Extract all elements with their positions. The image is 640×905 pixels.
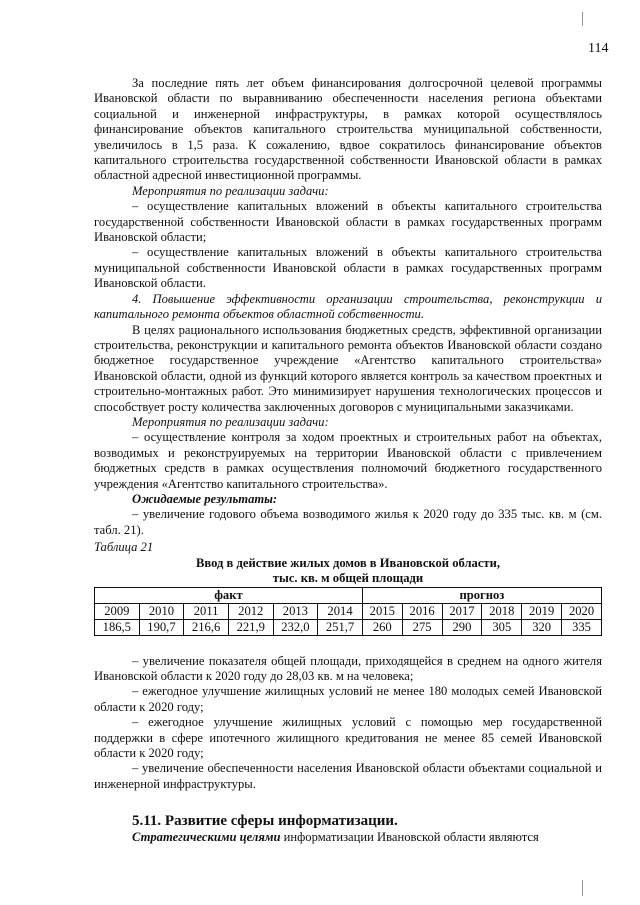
page-number: 114 — [588, 41, 609, 56]
value-cell: 186,5 — [95, 619, 140, 635]
paragraph-agency: В целях рационального использования бюджетных средств, эффективной организации строительства, реконструкции и капитального ремонта объектов Ивановской области создано бюджетное государственное учреждение «Агентство капитального строительства» Ивановской области, одной из функций которого является контроль за качеством проектных и строительно-монтажных работ. Это минимизирует нарушения технологических процессов и способствует росту количества заключенных договоров с муниципальными заказчиками. — [94, 322, 602, 414]
section-lead-bold: Стратегическими целями — [132, 829, 281, 844]
year-cell: 2014 — [318, 603, 363, 619]
page-body — [94, 76, 602, 845]
year-cell: 2010 — [139, 603, 184, 619]
year-cell: 2019 — [522, 603, 562, 619]
result-item: – увеличение годового объема возводимого жилья к 2020 году до 335 тыс. кв. м (см. табл. 21). — [94, 507, 602, 537]
table-years-row — [95, 603, 602, 619]
year-cell: 2012 — [228, 603, 273, 619]
measure-item: – осуществление контроля за ходом проектных и строительных работ на объектах, возводимых и реконструируемых на территории Ивановской области с привлечением бюджетных средств в рамках осуществления полномочий бюджетного государственного учреждения «Агентство капитального строительства». — [94, 430, 602, 491]
measures-heading: Мероприятия по реализации задачи: — [132, 414, 329, 429]
result-item: – увеличение показателя общей площади, приходящейся в среднем на одного жителя Ивановской области к 2020 году до 28,03 кв. м на человека; — [94, 653, 602, 683]
result-item: – ежегодное улучшение жилищных условий не менее 180 молодых семей Ивановской области к 2020 году; — [94, 684, 602, 714]
paragraph-financing: За последние пять лет объем финансирования долгосрочной целевой программы Ивановской области по выравниванию обеспеченности населения региона объектами социальной и инженерной инфраструктуры, в рамках которой осуществлялось финансирование объектов капитального строительства муниципальной собственности, увеличилось в 1,5 раза. К сожалению, вдвое сократилось финансирование объектов капитального строительства государственной собственности Ивановской области в рамках областной адресной инвестиционной программы. — [94, 76, 602, 183]
measure-item: – осуществление капитальных вложений в объекты капитального строительства государственной собственности Ивановской области в рамках государственных программ Ивановской области; — [94, 199, 602, 245]
table-title: Ввод в действие жилых домов в Ивановской области, — [195, 555, 501, 570]
section-title: 5.11. Развитие сферы информатизации. — [132, 813, 398, 830]
value-cell: 221,9 — [228, 619, 273, 635]
year-cell: 2011 — [184, 603, 229, 619]
table-title-units: тыс. кв. м общей площади — [272, 570, 424, 585]
value-cell: 232,0 — [273, 619, 318, 635]
value-cell: 260 — [362, 619, 402, 635]
table-caption: Таблица 21 — [94, 540, 154, 555]
section-lead — [94, 830, 602, 845]
value-cell: 190,7 — [139, 619, 184, 635]
task-heading: 4. Повышение эффективности организации строительства, реконструкции и капитального ремонта объектов областной собственности. — [94, 291, 602, 322]
value-cell: 290 — [442, 619, 482, 635]
housing-table — [94, 587, 602, 636]
group-fact: факт — [95, 587, 363, 603]
section-lead-rest: информатизации Ивановской области являются — [280, 829, 539, 844]
value-cell: 320 — [522, 619, 562, 635]
year-cell: 2016 — [402, 603, 442, 619]
year-cell: 2017 — [442, 603, 482, 619]
year-cell: 2020 — [562, 603, 602, 619]
value-cell: 305 — [482, 619, 522, 635]
scan-mark-bottom — [582, 880, 583, 896]
table-group-row — [95, 587, 602, 603]
table-values-row — [95, 619, 602, 635]
group-forecast: прогноз — [362, 587, 601, 603]
value-cell: 251,7 — [318, 619, 363, 635]
value-cell: 275 — [402, 619, 442, 635]
measure-item: – осуществление капитальных вложений в объекты капитального строительства муниципальной собственности Ивановской области в рамках государственных программ Ивановской области. — [94, 245, 602, 291]
result-item: – увеличение обеспеченности населения Ивановской области объектами социальной и инженерной инфраструктуры. — [94, 761, 602, 791]
year-cell: 2013 — [273, 603, 318, 619]
year-cell: 2015 — [362, 603, 402, 619]
result-item: – ежегодное улучшение жилищных условий с помощью мер государственной поддержки в сфере ипотечного жилищного кредитования не менее 85 семей Ивановской области к 2020 году; — [94, 715, 602, 761]
value-cell: 216,6 — [184, 619, 229, 635]
year-cell: 2018 — [482, 603, 522, 619]
expected-results-heading: Ожидаемые результаты: — [132, 491, 278, 506]
measures-heading: Мероприятия по реализации задачи: — [132, 183, 329, 198]
scan-mark-top — [582, 12, 583, 26]
year-cell: 2009 — [95, 603, 140, 619]
value-cell: 335 — [562, 619, 602, 635]
